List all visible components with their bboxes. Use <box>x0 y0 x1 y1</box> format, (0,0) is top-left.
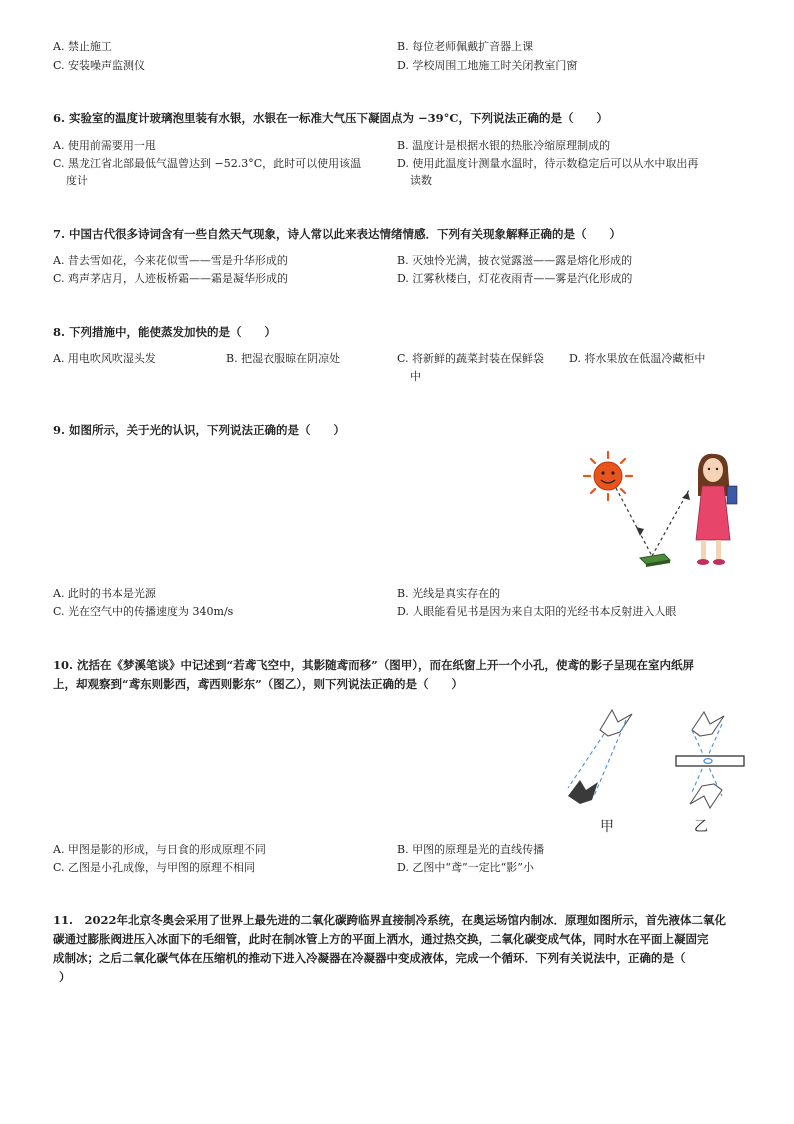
q8-option-b[interactable]: B. 把湿衣服晾在阴凉处 <box>226 352 341 365</box>
q10-figure-jia <box>560 700 640 810</box>
q9-option-b[interactable]: B. 光线是真实存在的 <box>397 587 501 600</box>
books-held-icon <box>727 486 737 504</box>
q9-option-d[interactable]: D. 人眼能看见书是因为来自太阳的光经书本反射进入人眼 <box>397 605 677 618</box>
figure-label-yi: 乙 <box>694 819 708 835</box>
arrow-icon <box>682 492 690 500</box>
sun-icon <box>584 452 632 500</box>
q10-option-b[interactable]: B. 甲图的原理是光的直线传播 <box>397 843 545 856</box>
paper-screen-icon <box>676 756 744 766</box>
q10-stem-line1: 10. 沈括在《梦溪笔谈》中记述到“若鸢飞空中，其影随鸢而移”（图甲），而在纸窗上开一个小孔，使鸢的影子呈现在室内纸屏 <box>53 658 694 672</box>
q5-option-d[interactable]: D. 学校周围工地施工时关闭教室门窗 <box>397 59 578 72</box>
q9-figure-sun-book-girl <box>580 448 760 578</box>
kite-bird-icon <box>600 710 632 736</box>
q10-option-d[interactable]: D. 乙图中“鸢”一定比“影”小 <box>397 861 534 874</box>
q7-option-b[interactable]: B. 灭烛怜光满，披衣觉露滋——露是熔化形成的 <box>397 254 633 267</box>
q6-option-c[interactable]: C. 黑龙江省北部最低气温曾达到 −52.3°C，此时可以使用该温 <box>53 157 362 170</box>
arrow-icon <box>636 527 644 536</box>
q7-option-a[interactable]: A. 昔去雪如花，今来花似雪——雪是升华形成的 <box>53 254 288 267</box>
light-ray-lines <box>616 488 690 556</box>
q8-option-c-cont: 中 <box>410 370 421 383</box>
q5-option-b[interactable]: B. 每位老师佩戴扩音器上课 <box>397 40 534 53</box>
q7-option-d[interactable]: D. 江雾秋楼白，灯花夜雨青——雾是汽化形成的 <box>397 272 633 285</box>
q10-stem-line2: 上，却观察到“鸢东则影西，鸢西则影东”（图乙），则下列说法正确的是（ ） <box>53 677 463 691</box>
kite-bird-icon <box>692 712 724 736</box>
q7-stem: 7. 中国古代很多诗词含有一些自然天气现象，诗人常以此来表达情绪情感．下列有关现象解释正确的是（ ） <box>53 227 622 241</box>
q6-option-b[interactable]: B. 温度计是根据水银的热胀冷缩原理制成的 <box>397 139 611 152</box>
inverted-image-icon <box>690 784 722 808</box>
book-icon <box>640 554 670 567</box>
q9-option-c[interactable]: C. 光在空气中的传播速度为 340m/s <box>53 605 234 618</box>
q6-option-c-cont: 度计 <box>66 174 88 187</box>
q10-option-c[interactable]: C. 乙图是小孔成像，与甲图的原理不相同 <box>53 861 256 874</box>
q5-option-a[interactable]: A. 禁止施工 <box>53 40 112 53</box>
q7-option-c[interactable]: C. 鸡声茅店月，人迹板桥霜——霜是凝华形成的 <box>53 272 289 285</box>
q9-option-a[interactable]: A. 此时的书本是光源 <box>53 587 156 600</box>
girl-figure <box>696 454 737 565</box>
q8-option-c[interactable]: C. 将新鲜的蔬菜封装在保鲜袋 <box>397 352 545 365</box>
q11-stem-line2: 碳通过膨胀阀进压入冰面下的毛细管，此时在制冰管上方的平面上洒水，通过热交换，二氧化碳变成气体，同时水在平面上凝固完 <box>53 932 709 946</box>
q6-stem: 6. 实验室的温度计玻璃泡里装有水银，水银在一标准大气压下凝固点为 −39°C，下列说法正确的是（ ） <box>53 111 609 125</box>
q5-option-c[interactable]: C. 安装噪声监测仪 <box>53 59 146 72</box>
q9-stem: 9. 如图所示，关于光的认识，下列说法正确的是（ ） <box>53 423 346 437</box>
q11-stem-line4: ） <box>59 970 71 984</box>
q8-stem: 8. 下列措施中，能使蒸发加快的是（ ） <box>53 325 277 339</box>
q6-option-d[interactable]: D. 使用此温度计测量水温时，待示数稳定后可以从水中取出再 <box>397 157 699 170</box>
q6-option-d-cont: 读数 <box>410 174 432 187</box>
q10-option-a[interactable]: A. 甲图是影的形成，与日食的形成原理不同 <box>53 843 266 856</box>
figure-label-jia: 甲 <box>600 819 614 835</box>
q11-stem-line1: 11. 2022年北京冬奥会采用了世界上最先进的二氧化碳跨临界直接制冷系统，在奥运场馆内制冰．原理如图所示，首先液体二氧化 <box>53 913 727 927</box>
q11-stem-line3: 成制冰；之后二氧化碳气体在压缩机的推动下进入冷凝器在冷凝器中变成液体，完成一个循环．下列有关说法中，正确的是（ <box>53 951 686 965</box>
bird-shadow-icon <box>568 780 598 804</box>
q8-option-a[interactable]: A. 用电吹风吹湿头发 <box>53 352 156 365</box>
q8-option-d[interactable]: D. 将水果放在低温冷藏柜中 <box>569 352 706 365</box>
q10-figure-yi <box>670 700 750 818</box>
q6-option-a[interactable]: A. 使用前需要用一甩 <box>53 139 156 152</box>
